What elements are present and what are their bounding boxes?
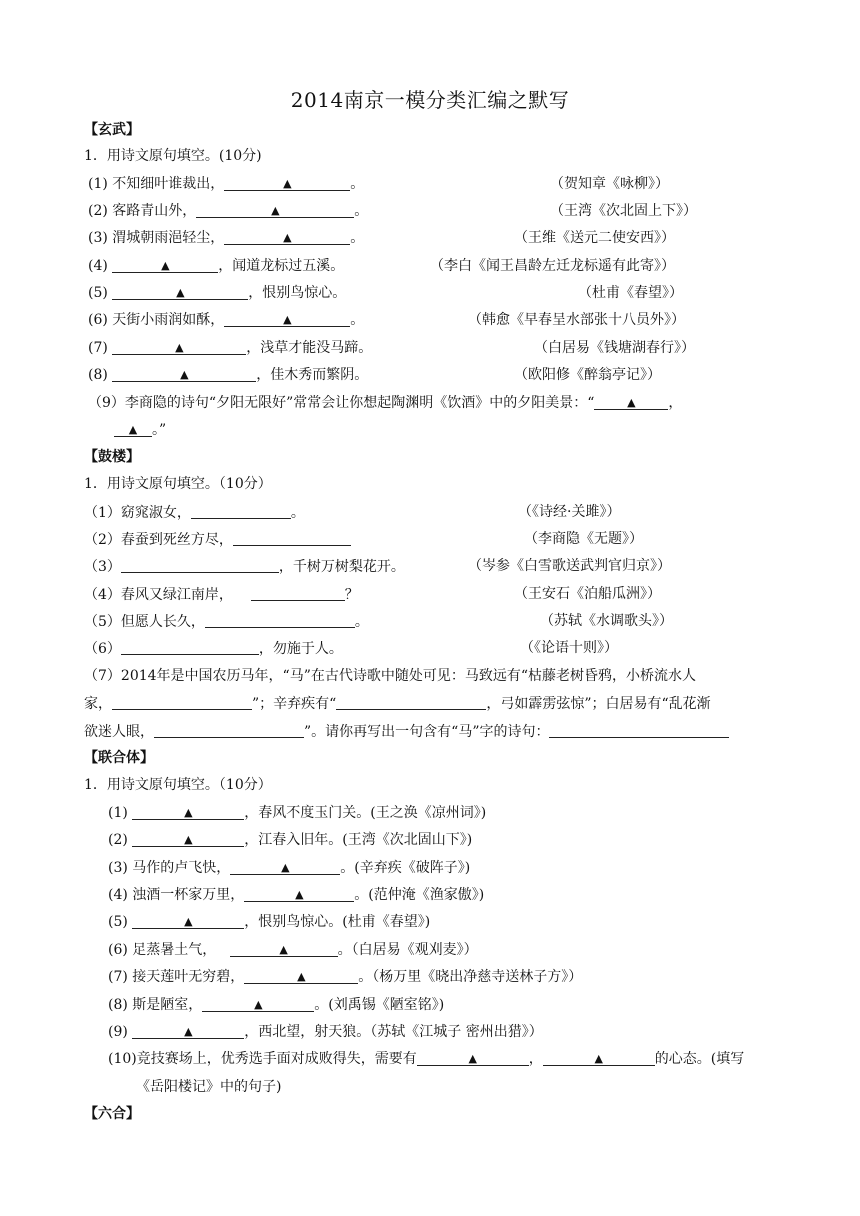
text-fragment: ，千树万树梨花开。 [278,559,405,575]
triangle-marker-icon: ▲ [627,396,636,409]
answer-blank[interactable] [224,312,350,327]
triangle-marker-icon: ▲ [594,1052,603,1065]
text-fragment: ，江春入旧年。(王湾《次北固山下》) [244,832,473,848]
section-header-liuhe: 【六合】 [84,1106,140,1122]
text-fragment: (10)竞技赛场上，优秀选手面对成败得失，需要有 [108,1051,417,1067]
triangle-marker-icon: ▲ [271,204,280,217]
text-fragment: (7) [108,969,128,985]
text-fragment: 不知细叶谁裁出， [112,176,225,192]
answer-blank[interactable] [132,832,244,847]
answer-blank[interactable] [233,531,351,546]
source-citation: （王维《送元二使安西》） [514,230,675,246]
source-citation: （岑参《白雪歌送武判官归京》） [468,558,671,574]
answer-blank[interactable] [336,695,486,710]
source-citation: （贺知章《咏柳》） [550,176,669,192]
text-fragment: ？ [344,587,359,603]
source-citation: （白居易《钱塘湖春行》） [534,340,695,356]
triangle-marker-icon: ▲ [283,231,292,244]
text-fragment: ，恨别鸟惊心。(杜甫《春望》) [244,914,431,930]
section-header-gulou: 【鼓楼】 [84,449,140,465]
text-fragment: （6） [84,641,121,657]
triangle-marker-icon: ▲ [295,888,304,901]
triangle-marker-icon: ▲ [184,915,193,928]
text-fragment: 马作的卢飞快， [132,860,231,876]
text-fragment: (1) [108,805,128,821]
text-fragment: (6) [108,942,128,958]
answer-blank[interactable] [112,695,252,710]
source-citation: （王湾《次北固上下》） [550,203,697,219]
text-fragment: 的心态。(填写 [654,1051,745,1067]
answer-blank[interactable] [205,613,355,628]
fill-item [84,502,305,523]
text-fragment: 。(刘禹锡《陋室铭》) [314,997,445,1013]
text-fragment: (3) [88,230,108,246]
answer-blank[interactable] [112,367,256,382]
text-fragment: (2) [108,832,128,848]
fill-item [108,912,430,932]
triangle-marker-icon: ▲ [161,259,170,272]
text-fragment: 春风又绿江南岸， [120,587,233,603]
text-fragment: 。” [152,422,167,438]
answer-blank[interactable] [224,176,350,191]
text-fragment: 。(范仲淹《渔家傲》) [354,887,485,903]
triangle-marker-icon: ▲ [175,341,184,354]
text-fragment: (9) [108,1024,128,1040]
text-fragment: (7) [88,340,108,356]
fill-item [114,420,166,440]
triangle-marker-icon: ▲ [281,861,290,874]
fill-item [88,256,344,276]
fill-item [88,283,346,303]
triangle-marker-icon: ▲ [254,998,263,1011]
answer-blank[interactable] [154,723,304,738]
answer-blank[interactable] [202,997,314,1012]
fill-item [88,201,368,221]
question-heading: 1．用诗文原句填空。（10分） [84,476,272,492]
text-fragment: （1） [84,505,121,521]
answer-blank[interactable] [230,942,338,957]
text-fragment: 欲迷人眼， [84,724,154,740]
text-fragment: 。（杨万里《晓出净慈寺送林子方》） [358,969,583,985]
triangle-marker-icon: ▲ [283,313,292,326]
question-text: （7）2014年是中国农历马年，“马”在古代诗歌中随处可见：马致远有“枯藤老树昏鸦，小桥流水人 [84,668,697,684]
text-fragment: (8) [108,997,128,1013]
text-fragment: 春蚕到死丝方尽， [120,532,233,548]
triangle-marker-icon: ▲ [297,970,306,983]
fill-item [108,858,470,878]
text-fragment: (3) [108,860,128,876]
source-citation: （欧阳修《醉翁亭记》） [514,367,661,383]
text-fragment: 。（白居易《观刈麦》） [337,942,478,958]
answer-blank[interactable] [251,586,345,601]
text-fragment: ， [528,1051,543,1067]
triangle-marker-icon: ▲ [180,368,189,381]
answer-blank[interactable] [244,887,354,902]
source-citation: （《论语十则》） [520,640,618,656]
section-header-lianheti: 【联合体】 [84,750,154,766]
answer-blank[interactable] [543,1051,655,1066]
fill-item [108,1022,543,1042]
text-fragment: （9）李商隐的诗句“夕阳无限好”常常会让你想起陶渊明《饮酒》中的夕阳美景：“ [88,395,595,411]
section-header-xuanwu: 【玄武】 [84,122,140,138]
text-fragment: （3） [84,559,121,575]
text-fragment: 斯是陋室， [132,997,203,1013]
answer-blank[interactable] [417,1051,529,1066]
triangle-marker-icon: ▲ [184,1025,193,1038]
fill-item [108,885,484,905]
triangle-marker-icon: ▲ [283,177,292,190]
text-fragment: 家， [84,696,112,712]
text-fragment: 窈窕淑女， [120,505,191,521]
text-fragment: (4) [108,887,128,903]
triangle-marker-icon: ▲ [468,1052,477,1065]
text-fragment: 。 [354,203,369,219]
answer-blank[interactable] [191,504,291,519]
text-fragment: (5) [108,914,128,930]
fill-item [84,584,359,605]
fill-item [84,638,343,659]
text-fragment: (4) [88,258,108,274]
text-fragment: 。 [354,614,369,630]
answer-blank[interactable] [132,1024,244,1039]
answer-blank[interactable] [244,969,358,984]
fill-item [88,310,364,330]
fill-item [84,529,351,550]
fill-item [108,830,472,850]
text-fragment: (5) [88,285,108,301]
fill-item [108,803,486,823]
answer-blank[interactable] [549,723,729,738]
fill-item [84,693,711,714]
triangle-marker-icon: ▲ [128,423,138,436]
fill-item [88,174,364,194]
page-title: 2014南京一模分类汇编之默写 [290,88,570,112]
fill-item [108,1049,744,1069]
answer-blank[interactable] [121,640,259,655]
text-fragment: 。 [350,230,365,246]
fill-item [108,995,444,1015]
text-fragment: 但愿人长久， [120,614,205,630]
fill-item [88,393,682,413]
text-fragment: ， [668,395,683,411]
fill-item [84,556,405,577]
text-fragment: ，勿施于人。 [258,641,343,657]
answer-blank[interactable] [594,395,668,410]
text-fragment: ，佳木秀而繁阴。 [256,367,369,383]
answer-blank[interactable] [121,558,279,573]
text-fragment: ，春风不度玉门关。(王之涣《凉州词》) [244,805,487,821]
text-fragment: 。(辛弃疾《破阵子》) [340,860,471,876]
text-fragment: ”。请你再写出一句含有“马”字的诗句： [304,724,550,740]
source-citation: （韩愈《早春呈水部张十八员外》） [468,312,685,328]
text-fragment: (2) [88,203,108,219]
fill-item [88,228,364,248]
answer-blank[interactable] [230,860,340,875]
text-fragment: 天街小雨润如酥， [112,312,225,328]
question-heading: 1．用诗文原句填空。(10分) [84,148,262,164]
text-fragment: (1) [88,176,108,192]
text-fragment: ，西北望，射天狼。（苏轼《江城子 密州出猎》） [244,1024,543,1040]
source-citation: （《诗经·关雎》） [518,504,621,520]
answer-blank[interactable] [114,422,152,437]
text-fragment: （4） [84,587,121,603]
answer-blank[interactable] [132,914,244,929]
answer-blank[interactable] [112,258,218,273]
fill-item [88,338,372,358]
triangle-marker-icon: ▲ [184,806,193,819]
answer-blank[interactable] [112,285,248,300]
fill-item [84,611,369,632]
triangle-marker-icon: ▲ [279,943,288,956]
text-fragment: 客路青山外， [112,203,197,219]
text-fragment: ，恨别鸟惊心。 [248,285,347,301]
answer-blank[interactable] [112,340,246,355]
text-fragment: ，浅草才能没马蹄。 [246,340,373,356]
triangle-marker-icon: ▲ [184,833,193,846]
text-fragment: 。 [350,312,365,328]
text-fragment: ”；辛弃疾有“ [252,696,337,712]
source-citation: （李商隐《无题》） [524,531,643,547]
text-fragment: ，弓如霹雳弦惊”；白居易有“乱花渐 [486,696,711,712]
source-citation: （苏轼《水调歌头》） [540,613,673,629]
fill-item [108,967,582,987]
answer-blank[interactable] [132,805,244,820]
answer-blank[interactable] [224,230,350,245]
fill-item [84,721,729,742]
text-fragment: 接天莲叶无穷碧， [132,969,245,985]
text-fragment: （5） [84,614,121,630]
text-fragment: (8) [88,367,108,383]
text-fragment: 浊酒一杯家万里， [132,887,245,903]
text-fragment: 。 [290,505,305,521]
triangle-marker-icon: ▲ [176,286,185,299]
fill-item [88,365,368,385]
answer-blank[interactable] [196,203,354,218]
source-citation: （杜甫《春望》） [578,285,683,301]
text-fragment: 。 [350,176,365,192]
source-citation: （王安石《泊船瓜洲》） [514,586,661,602]
text-fragment: 渭城朝雨浥轻尘， [112,230,225,246]
text-fragment: 足蒸暑土气， [132,942,217,958]
source-citation: （李白《闻王昌龄左迁龙标遥有此寄》） [430,258,675,274]
text-fragment: （2） [84,532,121,548]
question-heading: 1．用诗文原句填空。（10分） [84,777,272,793]
question-text: 《岳阳楼记》中的句子) [136,1079,282,1095]
text-fragment: ，闻道龙标过五溪。 [218,258,345,274]
fill-item [108,940,478,960]
text-fragment: (6) [88,312,108,328]
